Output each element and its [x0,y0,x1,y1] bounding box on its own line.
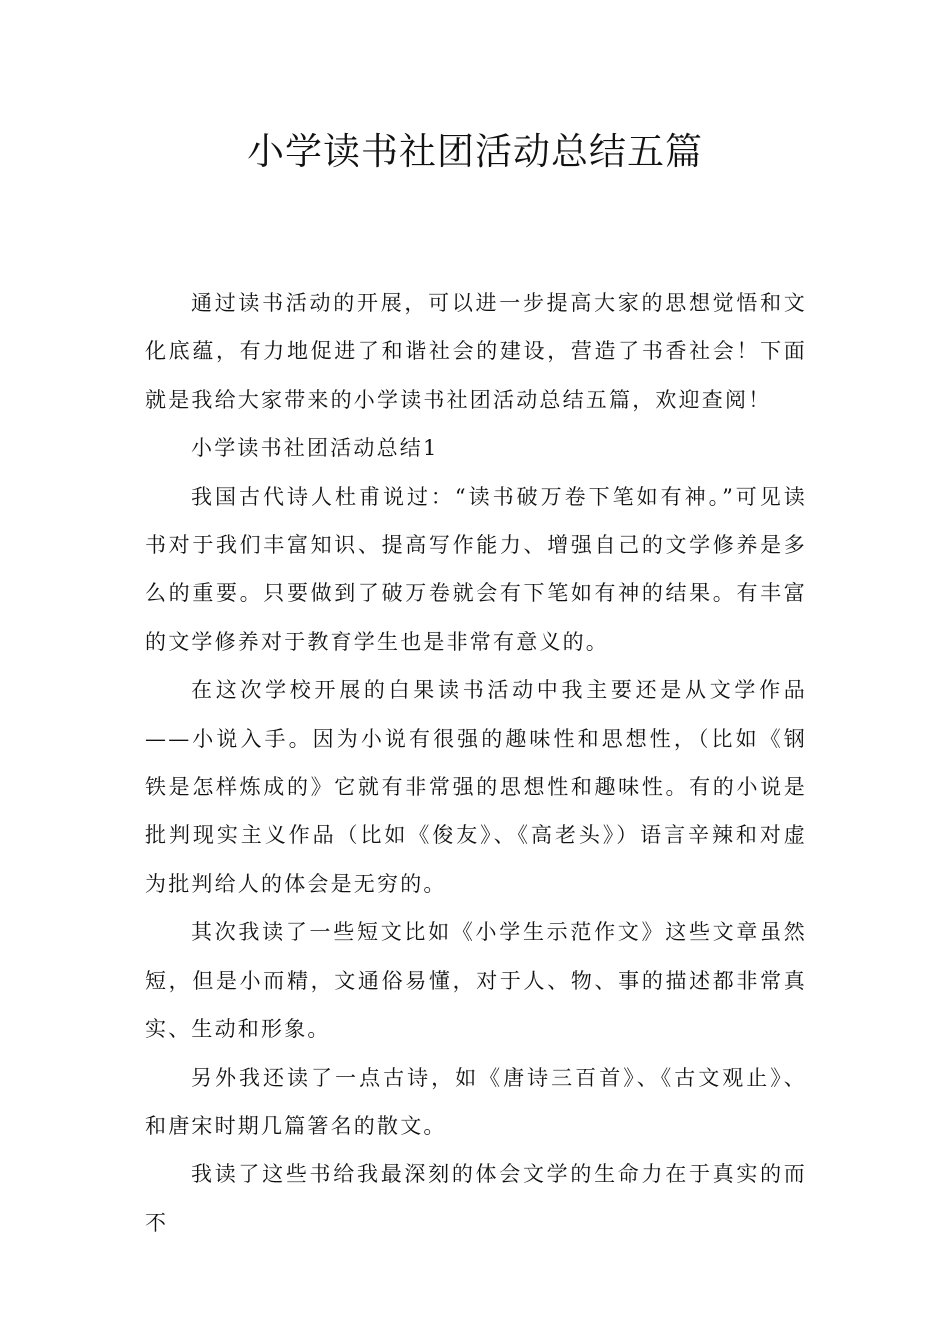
document-body [145,279,807,1247]
section-heading-1: 小学读书社团活动总结1 [191,436,439,461]
paragraph: 其次我读了一些短文比如《小学生示范作文》这些文章虽然短，但是小而精，文通俗易懂，对于人、物、事的描述都非常真实、生动和形象。 [145,920,807,1042]
paragraph: 在这次学校开展的白果读书活动中我主要还是从文学作品——小说入手。因为小说有很强的趣味性和思想性，（比如《钢铁是怎样炼成的》它就有非常强的思想性和趣味性。有的小说是批判现实主义作品（比如《俊友》、《高老头》）语言辛辣和对虚为批判给人的体会是无穷的。 [145,678,807,896]
paragraph: 我国古代诗人杜甫说过：“读书破万卷下笔如有神。”可见读书对于我们丰富知识、提高写作能力、增强自己的文学修养是多么的重要。只要做到了破万卷就会有下笔如有神的结果。有丰富的文学修养对于教育学生也是非常有意义的。 [145,484,807,654]
paragraph-intro: 通过读书活动的开展，可以进一步提高大家的思想觉悟和文化底蕴，有力地促进了和谐社会的建设，营造了书香社会！下面就是我给大家带来的小学读书社团活动总结五篇，欢迎查阅！ [145,291,807,412]
paragraph-partial: 我读了这些书给我最深刻的体会文学的生命力在于真实的而不 [145,1162,807,1235]
paragraph: 另外我还读了一点古诗，如《唐诗三百首》、《古文观止》、和唐宋时期几篇箸名的散文。 [145,1065,807,1138]
document-title: 小学读书社团活动总结五篇 [247,130,703,173]
